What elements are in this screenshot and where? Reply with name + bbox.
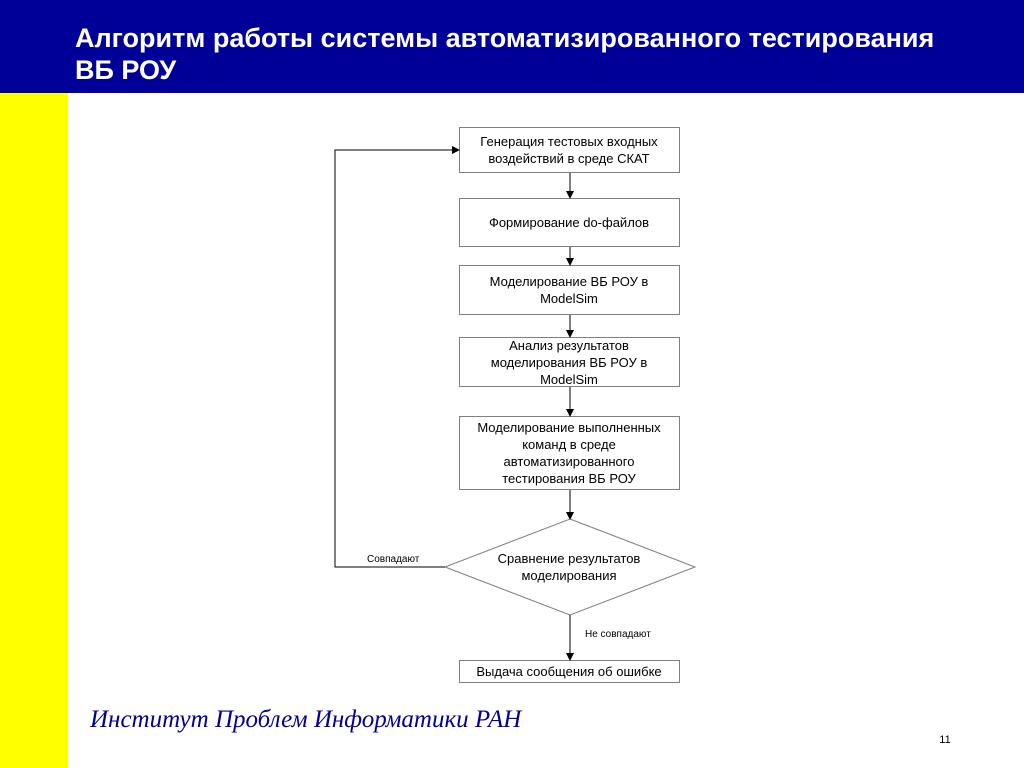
branch-label-mismatch: Не совпадают <box>585 629 651 640</box>
branch-label-match: Совпадают <box>367 554 420 565</box>
step-text-model-commands: Моделирование выполненных команд в среде автоматизированного тестирования ВБ РОУ <box>477 420 661 486</box>
decision-text: Сравнение результатов моделирования <box>497 551 641 583</box>
page-number: 11 <box>939 734 951 746</box>
loop-back-arrow <box>335 150 459 567</box>
step-text-form-do-files: Формирование do-файлов <box>488 215 650 230</box>
step-text-generate-inputs: Генерация тестовых входных воздействий в среде СКАТ <box>480 134 658 166</box>
step-text-modelsim-sim: Моделирование ВБ РОУ в ModelSim <box>489 274 649 306</box>
institute-footer: Институт Проблем Информатики РАН <box>90 706 522 733</box>
step-text-error-message: Выдача сообщения об ошибке <box>476 664 662 679</box>
step-text-analyze-results: Анализ результатов моделирования ВБ РОУ в ModelSim <box>490 337 648 387</box>
slide-title: Алгоритм работы системы автоматизированного тестирования ВБ РОУ <box>75 23 935 85</box>
